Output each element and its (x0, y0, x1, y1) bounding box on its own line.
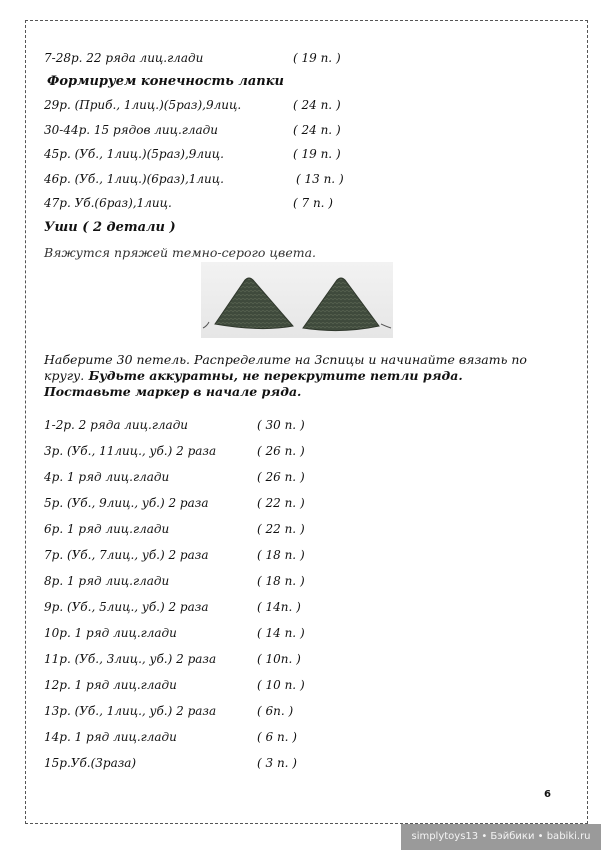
row-step: 30-44р. 15 рядов лиц.глади (44, 123, 218, 137)
intro-warning: Будьте аккуратны, не перекрутите петли ряда. Поставьте маркер в начале ряда. (44, 368, 463, 399)
row-count: ( 10 п. ) (257, 678, 305, 692)
row-step: 3р. (Уб., 11лиц., уб.) 2 раза (44, 444, 217, 458)
row-count: ( 13 п. ) (296, 172, 344, 186)
row-count: ( 10п. ) (257, 652, 301, 666)
row-step: 1-2р. 2 ряда лиц.глади (44, 418, 189, 432)
row-count: ( 19 п. ) (293, 51, 341, 65)
row-step: 7р. (Уб., 7лиц., уб.) 2 раза (44, 548, 209, 562)
row-step: 8р. 1 ряд лиц.глади (44, 574, 170, 588)
row-count: ( 24 п. ) (293, 123, 341, 137)
row-count: ( 22 п. ) (257, 496, 305, 510)
page-number: 6 (544, 789, 551, 800)
row-count: ( 24 п. ) (293, 98, 341, 112)
row-count: ( 18 п. ) (257, 574, 305, 588)
row-count: ( 30 п. ) (257, 418, 305, 432)
row-step: 45р. (Уб., 1лиц.)(5раз),9лиц. (44, 147, 224, 161)
watermark: simplytoys13 • Бэйбики • babiki.ru (401, 824, 601, 850)
row-count: ( 6 п. ) (257, 730, 297, 744)
row-count: ( 18 п. ) (257, 548, 305, 562)
row-step: 4р. 1 ряд лиц.глади (44, 470, 170, 484)
intro-paragraph (44, 352, 544, 400)
row-step: 10р. 1 ряд лиц.глади (44, 626, 177, 640)
row-count: ( 14 п. ) (257, 626, 305, 640)
row-step: 11р. (Уб., 3лиц., уб.) 2 раза (44, 652, 217, 666)
row-count: ( 6п. ) (257, 704, 294, 718)
row-step: 14р. 1 ряд лиц.глади (44, 730, 177, 744)
row-step: 47р. Уб.(6раз),1лиц. (44, 196, 172, 210)
row-step: 15р.Уб.(3раза) (44, 756, 137, 770)
row-step: 12р. 1 ряд лиц.глади (44, 678, 177, 692)
row-step: 7-28р. 22 ряда лиц.глади (44, 51, 204, 65)
section-heading-paw: Формируем конечность лапки (47, 74, 284, 89)
section-heading-ears: Уши ( 2 детали ) (44, 220, 176, 235)
row-step: 46р. (Уб., 1лиц.)(6раз),1лиц. (44, 172, 224, 186)
row-step: 9р. (Уб., 5лиц., уб.) 2 раза (44, 600, 209, 614)
row-step: 29р. (Приб., 1лиц.)(5раз),9лиц. (44, 98, 242, 112)
intro-text: Наберите 30 петель. Распределите на 3спицы и начинайте вязать по кругу. (44, 352, 527, 383)
row-count: ( 26 п. ) (257, 444, 305, 458)
row-step: 13р. (Уб., 1лиц., уб.) 2 раза (44, 704, 217, 718)
row-count: ( 14п. ) (257, 600, 301, 614)
row-count: ( 26 п. ) (257, 470, 305, 484)
row-count: ( 22 п. ) (257, 522, 305, 536)
row-count: ( 7 п. ) (293, 196, 333, 210)
row-step: 6р. 1 ряд лиц.глади (44, 522, 170, 536)
yarn-note: Вяжутся пряжей темно-серого цвета. (44, 245, 316, 260)
ears-photo (201, 262, 393, 338)
row-count: ( 19 п. ) (293, 147, 341, 161)
row-count: ( 3 п. ) (257, 756, 297, 770)
knitted-ears-image (201, 262, 393, 338)
row-step: 5р. (Уб., 9лиц., уб.) 2 раза (44, 496, 209, 510)
